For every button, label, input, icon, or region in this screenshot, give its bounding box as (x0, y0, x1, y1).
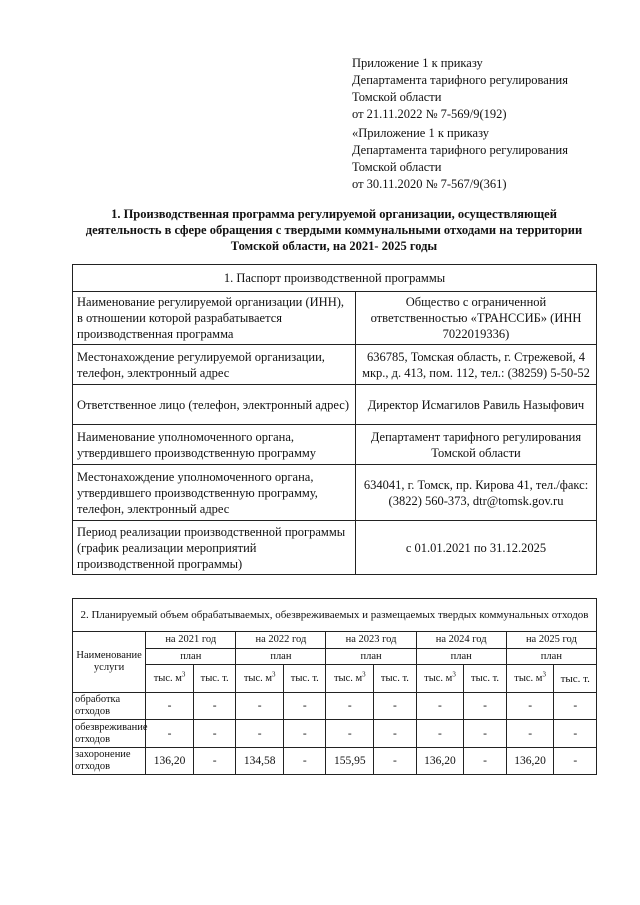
passport-label: Ответственное лицо (телефон, электронный адрес) (73, 385, 356, 425)
plan-header: план (326, 649, 416, 665)
passport-label: Наименование регулируемой организации (ИНН), в отношении которой разрабатывается производственная программа (73, 292, 356, 345)
plan-header: план (416, 649, 506, 665)
passport-label: Наименование уполномоченного органа, утвердившего производственную программу (73, 425, 356, 465)
volume-cell: - (554, 693, 597, 720)
plan-row (73, 649, 597, 665)
year-header: на 2022 год (236, 632, 326, 649)
volume-cell: - (193, 720, 235, 748)
volume-cell: - (374, 748, 416, 775)
table-row (73, 521, 597, 575)
volume-cell: - (326, 720, 374, 748)
volume-cell: - (464, 748, 506, 775)
table-row (73, 385, 597, 425)
approval-line: Департамента тарифного регулирования (352, 143, 568, 157)
passport-value: 634041, г. Томск, пр. Кирова 41, тел./факс: (3822) 560-373, dtr@tomsk.gov.ru (356, 465, 597, 521)
year-header: на 2025 год (506, 632, 596, 649)
volume-cell: - (374, 720, 416, 748)
passport-header: 1. Паспорт производственной программы (73, 265, 597, 292)
passport-value: с 01.01.2021 по 31.12.2025 (356, 521, 597, 575)
volume-cell: - (193, 693, 235, 720)
service-name: обезвреживание отходов (73, 720, 146, 748)
volume-cell: 134,58 (236, 748, 284, 775)
volume-cell: - (554, 748, 597, 775)
passport-label: Период реализации производственной программы (график реализации мероприятий производственной программы) (73, 521, 356, 575)
approval-line: «Приложение 1 к приказу (352, 126, 490, 140)
volume-cell: - (236, 720, 284, 748)
year-header: на 2023 год (326, 632, 416, 649)
volume-cell: - (193, 748, 235, 775)
passport-value: Общество с ограниченной ответственностью «ТРАНССИБ» (ИНН 7022019336) (356, 292, 597, 345)
approval-line: от 21.11.2022 № 7-569/9(192) (352, 107, 507, 121)
volume-table (72, 598, 597, 775)
unit-t: тыс. т. (374, 665, 416, 693)
unit-m3: тыс. $м^3$ (506, 665, 554, 693)
volume-cell: - (146, 720, 194, 748)
unit-t: тыс. т. (284, 665, 326, 693)
volume-header: 2. Планируемый объем обрабатываемых, обезвреживаемых и размещаемых твердых коммунальных отходов (73, 599, 597, 632)
service-name: захоронение отходов (73, 748, 146, 775)
unit-t: тыс. т. (554, 665, 597, 693)
volume-cell: 155,95 (326, 748, 374, 775)
unit-m3: тыс. $м^3$ (146, 665, 194, 693)
volume-cell: - (506, 720, 554, 748)
document-title: 1. Производственная программа регулируемой организации, осуществляющей деятельность в сфере обращения с твердыми коммунальными отходами на территории Томской области, на 2021- 2025 годы (85, 207, 583, 253)
table-row (73, 465, 597, 521)
volume-cell: - (464, 693, 506, 720)
volume-cell: - (374, 693, 416, 720)
volume-cell: - (416, 693, 464, 720)
service-name: обработка отходов (73, 693, 146, 720)
volume-cell: - (146, 693, 194, 720)
volume-cell: - (236, 693, 284, 720)
approval-note-original (352, 125, 568, 193)
volume-cell: - (416, 720, 464, 748)
volume-header-row (73, 599, 597, 632)
units-row (73, 665, 597, 693)
plan-header: план (146, 649, 236, 665)
unit-m3: тыс. $м^3$ (236, 665, 284, 693)
volume-cell: 136,20 (146, 748, 194, 775)
volume-cell: 136,20 (506, 748, 554, 775)
volume-cell: - (284, 720, 326, 748)
volume-cell: - (284, 748, 326, 775)
table-row (73, 693, 597, 720)
unit-m3: тыс. $м^3$ (326, 665, 374, 693)
year-header: на 2024 год (416, 632, 506, 649)
unit-m3: тыс. $м^3$ (416, 665, 464, 693)
passport-value: Департамент тарифного регулирования Томской области (356, 425, 597, 465)
passport-label: Местонахождение уполномоченного органа, утвердившего производственную программу, телефон, электронный адрес (73, 465, 356, 521)
table-row (73, 345, 597, 385)
passport-table (72, 264, 597, 575)
volume-cell: - (326, 693, 374, 720)
volume-cell: - (464, 720, 506, 748)
volume-cell: - (554, 720, 597, 748)
approval-line: Томской области (352, 160, 442, 174)
approval-line: Приложение 1 к приказу (352, 56, 483, 70)
passport-header-row (73, 265, 597, 292)
plan-header: план (236, 649, 326, 665)
approval-line: от 30.11.2020 № 7-567/9(361) (352, 177, 507, 191)
volume-cell: - (284, 693, 326, 720)
approval-line: Томской области (352, 90, 442, 104)
table-row (73, 720, 597, 748)
volume-cell: 136,20 (416, 748, 464, 775)
passport-value: 636785, Томская область, г. Стрежевой, 4 мкр., д. 413, пом. 112, тел.: (38259) 5-50-52 (356, 345, 597, 385)
years-row (73, 632, 597, 649)
approval-note-current (352, 55, 568, 123)
passport-label: Местонахождение регулируемой организации, телефон, электронный адрес (73, 345, 356, 385)
passport-value: Директор Исмагилов Равиль Назыфович (356, 385, 597, 425)
table-row (73, 292, 597, 345)
table-row (73, 425, 597, 465)
unit-t: тыс. т. (193, 665, 235, 693)
service-column-header: Наименование услуги (73, 632, 146, 693)
approval-line: Департамента тарифного регулирования (352, 73, 568, 87)
unit-t: тыс. т. (464, 665, 506, 693)
plan-header: план (506, 649, 596, 665)
year-header: на 2021 год (146, 632, 236, 649)
table-row (73, 748, 597, 775)
volume-cell: - (506, 693, 554, 720)
